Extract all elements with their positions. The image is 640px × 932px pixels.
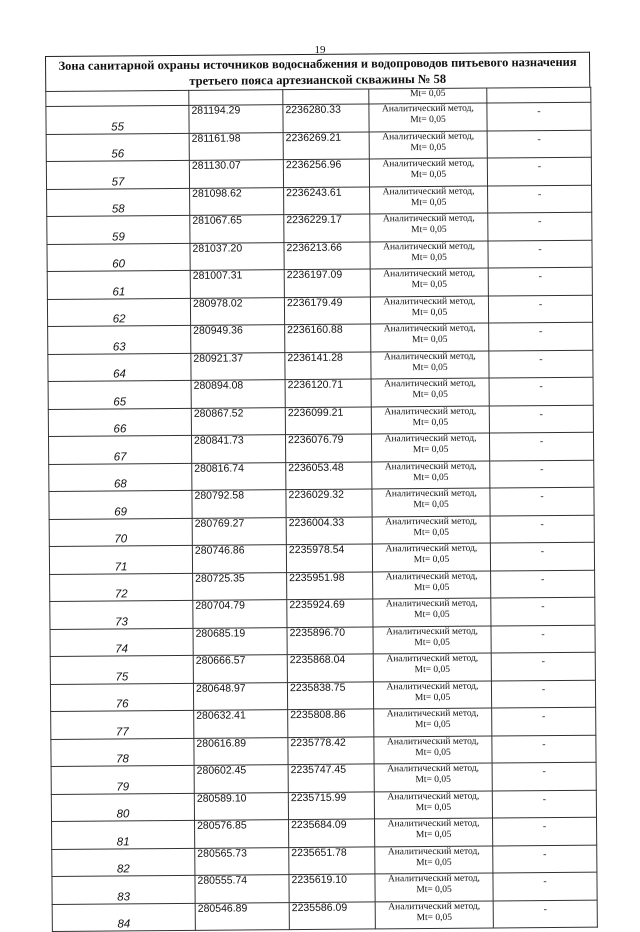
cell-method	[374, 736, 492, 764]
method-accuracy: Мt= 0,05	[410, 114, 446, 126]
cell-note: -	[489, 322, 593, 350]
cell-y: 2235808.86	[288, 709, 374, 737]
cell-y: 2236179.49	[284, 296, 370, 324]
cell-method	[372, 488, 490, 516]
table-row	[46, 130, 591, 162]
table-row	[48, 350, 593, 382]
table-row	[49, 542, 594, 574]
cell-note: -	[489, 432, 593, 460]
cell-method	[369, 88, 487, 104]
method-accuracy: Мt= 0,05	[413, 472, 449, 483]
cell-method	[374, 791, 492, 819]
cell-note: -	[490, 542, 594, 570]
method-accuracy: Мt= 0,05	[411, 279, 448, 291]
cell-number: 73	[50, 600, 193, 629]
table-row	[47, 267, 592, 299]
table-row	[47, 185, 592, 217]
method-accuracy: Мt= 0,05	[416, 857, 452, 868]
table-row	[50, 570, 595, 602]
cell-y: 2236213.66	[284, 241, 370, 269]
cell-note: -	[490, 460, 594, 488]
cell-y: 2235978.54	[286, 544, 372, 572]
method-name: Аналитический метод,	[386, 708, 479, 720]
cell-y: 2235896.70	[287, 626, 373, 654]
method-accuracy: Мt= 0,05	[416, 912, 453, 923]
table-row	[49, 487, 594, 519]
cell-number: 74	[50, 628, 193, 657]
cell-method	[370, 186, 488, 214]
cell-note: -	[492, 762, 596, 790]
cell-note: -	[492, 817, 596, 845]
table-body	[46, 87, 598, 931]
table-row	[51, 790, 596, 822]
cell-y: 2235838.75	[287, 681, 373, 709]
cell-x: 280949.36	[191, 325, 285, 353]
cell-method	[374, 708, 492, 736]
method-accuracy: Мt= 0,05	[412, 444, 449, 456]
method-accuracy: Мt= 0,05	[412, 417, 449, 428]
cell-note: -	[487, 157, 591, 185]
cell-y: 2235951.98	[287, 571, 373, 599]
method-name: Аналитический метод,	[383, 241, 475, 252]
cell-y: 2235619.10	[289, 874, 375, 902]
cell-y: 2236280.33	[283, 104, 369, 132]
method-name: Аналитический метод,	[382, 186, 475, 197]
cell-y: 2236099.21	[285, 406, 371, 434]
table-row	[49, 515, 594, 547]
method-name: Аналитический метод,	[386, 681, 479, 692]
page-number: 19	[314, 44, 326, 56]
cell-method	[375, 873, 493, 901]
method-accuracy: Мt= 0,05	[413, 499, 449, 511]
method-name: Аналитический метод,	[388, 901, 481, 912]
method-name: Аналитический метод,	[383, 268, 476, 280]
cell-number	[46, 90, 189, 106]
cell-x: 280616.89	[194, 737, 288, 765]
table-row	[52, 900, 597, 932]
cell-number: 79	[51, 765, 194, 794]
table-title: Зона санитарной охраны источников водоснабжения и водопроводов питьевого назначения третьего пояса артезианской скважины № 58	[45, 52, 590, 91]
cell-x: 280602.45	[194, 765, 288, 793]
method-name: Аналитический метод,	[385, 571, 478, 582]
cell-x: 281130.07	[189, 160, 283, 188]
cell-note: -	[487, 102, 591, 130]
table-row	[48, 377, 593, 409]
cell-x: 280546.89	[195, 902, 289, 930]
cell-x: 281098.62	[190, 187, 284, 215]
cell-number: 83	[52, 875, 195, 904]
cell-note: -	[488, 295, 592, 323]
cell-note: -	[492, 790, 596, 818]
table-row	[51, 735, 596, 767]
method-name: Аналитический метод,	[382, 131, 475, 142]
cell-y: 2236160.88	[285, 324, 371, 352]
cell-x: 280632.41	[194, 710, 288, 738]
cell-note: -	[493, 845, 597, 873]
method-name: Аналитический метод,	[384, 406, 477, 417]
method-name: Аналитический метод,	[387, 763, 480, 775]
method-accuracy: Мt= 0,05	[410, 88, 446, 100]
cell-note: -	[488, 240, 592, 268]
cell-method	[371, 351, 489, 379]
cell-method	[372, 516, 490, 544]
cell-y: 2235715.99	[288, 791, 374, 819]
cell-method	[370, 296, 488, 324]
cell-number: 78	[51, 738, 194, 767]
method-accuracy: Мt= 0,05	[415, 774, 451, 786]
cell-note: -	[489, 350, 593, 378]
table-row	[51, 707, 596, 739]
cell-x: 280894.08	[191, 380, 285, 408]
method-name: Аналитический метод,	[381, 103, 474, 115]
cell-y: 2235651.78	[289, 846, 375, 874]
method-accuracy: Мt= 0,05	[414, 609, 450, 621]
cell-note: -	[493, 900, 597, 928]
method-name: Аналитический метод,	[387, 818, 480, 830]
cell-y: 2236256.96	[283, 159, 369, 187]
method-accuracy: Мt= 0,05	[415, 829, 452, 841]
cell-method	[371, 406, 489, 434]
method-accuracy: Мt= 0,05	[411, 224, 447, 236]
method-name: Аналитический метод,	[385, 543, 478, 555]
cell-y: 2235747.45	[288, 764, 374, 792]
cell-y: 2235778.42	[288, 736, 374, 764]
table-row	[48, 432, 593, 464]
method-accuracy: Мt= 0,05	[412, 362, 448, 373]
cell-note: -	[489, 405, 593, 433]
method-accuracy: Мt= 0,05	[414, 664, 451, 676]
method-name: Аналитический метод,	[384, 378, 477, 390]
cell-number: 84	[52, 903, 195, 932]
method-accuracy: Мt= 0,05	[413, 527, 450, 538]
method-name: Аналитический метод,	[384, 461, 477, 472]
cell-method	[373, 571, 491, 599]
cell-x: 280565.73	[195, 847, 289, 875]
cell-x: 280648.97	[193, 682, 287, 710]
cell-note: -	[492, 707, 596, 735]
cell-y: 2236004.33	[286, 516, 372, 544]
method-name: Аналитический метод,	[385, 516, 478, 527]
cell-number: 66	[48, 408, 191, 437]
table-row	[49, 460, 594, 492]
method-name: Аналитический метод,	[385, 598, 478, 610]
method-accuracy: Мt= 0,05	[416, 884, 452, 896]
table-row	[47, 295, 592, 327]
method-accuracy: Мt= 0,05	[410, 197, 447, 208]
cell-x: 280555.74	[195, 875, 289, 903]
cell-x: 280746.86	[192, 545, 286, 573]
cell-number: 69	[49, 490, 192, 519]
cell-note: -	[491, 625, 595, 653]
cell-x: 280576.85	[195, 820, 289, 848]
cell-number: 56	[46, 133, 189, 162]
method-name: Аналитический метод,	[384, 433, 477, 445]
cell-note: -	[491, 570, 595, 598]
cell-y: 2235924.69	[287, 599, 373, 627]
cell-y	[283, 89, 369, 105]
method-name: Аналитический метод,	[384, 488, 477, 500]
cell-x: 280769.27	[192, 517, 286, 545]
cell-x: 280978.02	[190, 297, 284, 325]
table-row	[52, 845, 597, 877]
method-name: Аналитический метод,	[383, 323, 476, 335]
cell-number: 63	[48, 325, 191, 354]
cell-y: 2236197.09	[284, 269, 370, 297]
table-row	[50, 625, 595, 657]
method-name: Аналитический метод,	[386, 736, 479, 747]
cell-number: 68	[49, 463, 192, 492]
cell-y: 2236076.79	[285, 434, 371, 462]
cell-number: 57	[46, 160, 189, 189]
method-accuracy: Мt= 0,05	[410, 169, 447, 181]
cell-x: 280704.79	[193, 600, 287, 628]
cell-number: 65	[48, 380, 191, 409]
table-row	[50, 680, 595, 712]
cell-number: 64	[48, 353, 191, 382]
cell-y: 2235684.09	[289, 819, 375, 847]
cell-method	[371, 323, 489, 351]
cell-method	[373, 598, 491, 626]
cell-y: 2236269.21	[283, 131, 369, 159]
cell-method	[370, 241, 488, 269]
cell-note: -	[488, 267, 592, 295]
cell-number: 58	[47, 188, 190, 217]
cell-x: 281037.20	[190, 242, 284, 270]
method-name: Аналитический метод,	[387, 791, 480, 802]
cell-method	[371, 378, 489, 406]
cell-number: 61	[47, 270, 190, 299]
cell-x: 280867.52	[191, 407, 285, 435]
cell-x: 280792.58	[192, 490, 286, 518]
cell-number: 82	[52, 848, 195, 877]
cell-x: 281161.98	[189, 132, 283, 160]
cell-note: -	[489, 377, 593, 405]
table-row	[48, 405, 593, 437]
cell-number: 75	[50, 655, 193, 684]
cell-method	[375, 846, 493, 874]
cell-number: 72	[50, 573, 193, 602]
cell-y: 2236229.17	[284, 214, 370, 242]
cell-number: 70	[49, 518, 192, 547]
method-name: Аналитический метод,	[382, 158, 475, 170]
cell-method	[369, 131, 487, 159]
method-name: Аналитический метод,	[383, 351, 476, 362]
cell-number: 55	[46, 105, 189, 134]
cell-x: 281194.29	[189, 105, 283, 133]
cell-x	[189, 90, 283, 106]
cell-note	[487, 87, 591, 103]
cell-method	[375, 818, 493, 846]
table-row	[50, 652, 595, 684]
cell-number: 59	[47, 215, 190, 244]
table-row	[52, 817, 597, 849]
cell-number: 62	[47, 298, 190, 327]
cell-number: 81	[52, 820, 195, 849]
method-accuracy: Мt= 0,05	[414, 692, 451, 703]
cell-note: -	[491, 597, 595, 625]
cell-x: 280816.74	[192, 462, 286, 490]
cell-number: 80	[51, 793, 194, 822]
method-accuracy: Мt= 0,05	[412, 389, 448, 401]
method-accuracy: Мt= 0,05	[411, 334, 448, 346]
cell-y: 2236029.32	[286, 489, 372, 517]
cell-method	[373, 681, 491, 709]
method-accuracy: Мt= 0,05	[410, 142, 446, 153]
table-row	[47, 240, 592, 272]
table-row	[50, 597, 595, 629]
cell-x: 280841.73	[191, 435, 285, 463]
coordinates-table	[45, 87, 598, 932]
method-accuracy: Мt= 0,05	[414, 719, 451, 731]
method-accuracy: Мt= 0,05	[413, 554, 450, 566]
table-row	[46, 102, 591, 134]
cell-number: 60	[47, 243, 190, 272]
document-sheet	[45, 52, 597, 932]
cell-x: 280921.37	[191, 352, 285, 380]
table-row	[46, 157, 591, 189]
cell-method	[369, 103, 487, 131]
cell-y: 2236243.61	[284, 186, 370, 214]
cell-x: 280589.10	[194, 792, 288, 820]
method-name: Аналитический метод,	[387, 846, 480, 857]
cell-method	[374, 763, 492, 791]
method-name: Аналитический метод,	[386, 626, 478, 637]
cell-y: 2236120.71	[285, 379, 371, 407]
cell-note: -	[490, 515, 594, 543]
method-accuracy: Мt= 0,05	[415, 747, 451, 758]
cell-note: -	[487, 130, 591, 158]
table-row	[51, 762, 596, 794]
cell-x: 281007.31	[190, 270, 284, 298]
cell-note: -	[491, 680, 595, 708]
cell-y: 2235586.09	[289, 901, 375, 929]
cell-method	[369, 158, 487, 186]
cell-method	[371, 433, 489, 461]
cell-x: 280725.35	[193, 572, 287, 600]
cell-method	[372, 543, 490, 571]
cell-note: -	[488, 212, 592, 240]
table-row	[48, 322, 593, 354]
cell-number: 71	[49, 545, 192, 574]
method-accuracy: Мt= 0,05	[415, 802, 452, 813]
cell-x: 280685.19	[193, 627, 287, 655]
cell-y: 2236141.28	[285, 351, 371, 379]
cell-method	[372, 461, 490, 489]
method-accuracy: Мt= 0,05	[411, 307, 448, 318]
cell-method	[370, 268, 488, 296]
cell-y: 2235868.04	[287, 654, 373, 682]
cell-number: 67	[48, 435, 191, 464]
method-name: Аналитический метод,	[382, 213, 475, 225]
cell-note: -	[491, 652, 595, 680]
cell-y: 2236053.48	[286, 461, 372, 489]
cell-number: 77	[51, 710, 194, 739]
cell-x: 280666.57	[193, 655, 287, 683]
cell-note: -	[492, 735, 596, 763]
method-accuracy: Мt= 0,05	[414, 637, 450, 648]
cell-method	[373, 653, 491, 681]
cell-note: -	[488, 185, 592, 213]
cell-method	[373, 626, 491, 654]
method-name: Аналитический метод,	[383, 296, 476, 307]
method-name: Аналитический метод,	[388, 873, 480, 885]
method-accuracy: Мt= 0,05	[413, 582, 450, 593]
cell-x: 281067.65	[190, 215, 284, 243]
cell-number: 76	[50, 683, 193, 712]
table-row	[52, 872, 597, 904]
cell-note: -	[493, 872, 597, 900]
table-row	[47, 212, 592, 244]
method-name: Аналитический метод,	[386, 653, 479, 665]
method-accuracy: Мt= 0,05	[411, 252, 447, 263]
cell-method	[370, 213, 488, 241]
cell-note: -	[490, 487, 594, 515]
